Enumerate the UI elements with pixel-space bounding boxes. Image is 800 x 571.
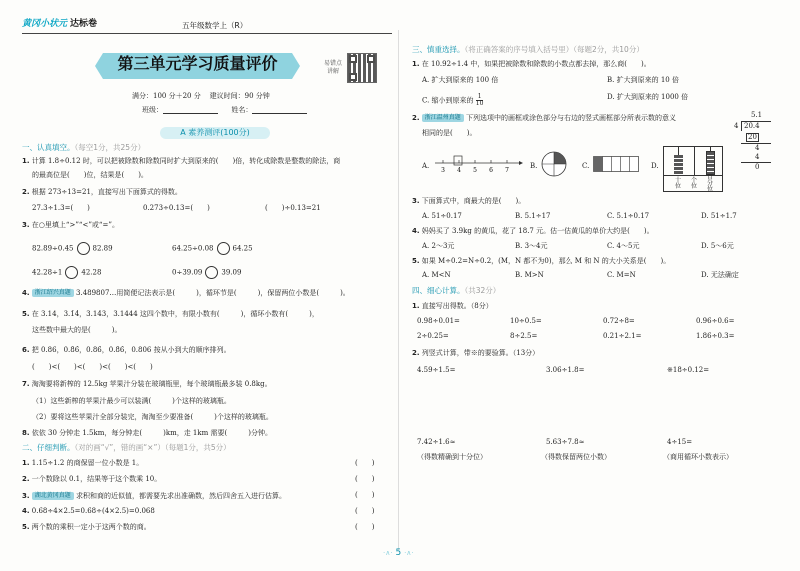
q4-text: 3.489807…用简便记法表示是( )，循环节是( )，保留两位小数是( )。 xyxy=(76,289,350,297)
k2-note: （得数保留两位小数） xyxy=(541,453,611,461)
footer-ornament-right: ·∧· xyxy=(404,549,414,557)
c2-option-c[interactable]: C. xyxy=(582,162,590,170)
c2-text: 下列选项中的画框或涂色部分与右边的竖式画框部分所表示数的意义 xyxy=(466,114,677,122)
j1-num: 1. xyxy=(22,459,30,467)
c5 xyxy=(412,258,670,265)
number-line-label: 3 xyxy=(441,167,445,174)
q3-num: 3. xyxy=(22,221,30,229)
number-line-label: 4 xyxy=(457,167,461,174)
c5-option-c[interactable]: C. M=N xyxy=(607,271,636,279)
c2-option-a[interactable]: A. xyxy=(422,162,430,170)
j2-num: 2. xyxy=(22,475,30,483)
compare-circle[interactable] xyxy=(217,242,230,255)
k1-item[interactable]: 2÷0.25= xyxy=(417,332,449,340)
j3-answer[interactable]: ( ) xyxy=(355,491,375,499)
j2-answer[interactable]: ( ) xyxy=(355,475,375,483)
c4-option-d[interactable]: D. 5～6元 xyxy=(701,242,734,250)
j4 xyxy=(22,508,155,515)
c4-text: 妈妈买了 3.9kg 的黄瓜，花了 18.7 元。估一估黄瓜的单价大约是( )。 xyxy=(421,227,654,235)
c3 xyxy=(412,198,525,205)
section-2-note: （对的画“√”，错的画“×”）（每题1分，共5分） xyxy=(74,443,231,452)
c2-tag: 浙江温州真题 xyxy=(422,114,464,122)
section-3-note: （将正确答案的序号填入括号里）（每题2分，共10分） xyxy=(464,45,644,54)
j5 xyxy=(22,524,151,531)
page-footer xyxy=(383,549,414,558)
k2-item[interactable]: 7.42÷1.6≈ xyxy=(417,438,456,446)
name-field[interactable] xyxy=(252,106,307,114)
qr-code-icon[interactable] xyxy=(347,53,377,83)
q4 xyxy=(22,289,350,297)
section-2-title: 二、仔细判断。 xyxy=(22,443,75,452)
abacus-base xyxy=(664,175,722,176)
k1-item[interactable]: 0.21÷2.1= xyxy=(603,332,642,340)
c2 xyxy=(412,114,676,122)
c3-option-d[interactable]: D. 51÷1.7 xyxy=(701,212,737,220)
k1-item[interactable]: 0.96÷0.6= xyxy=(696,317,735,325)
j1-text: 1.15÷1.2 的商保留一位小数是 1。 xyxy=(31,459,144,467)
j3-text: 求积和商的近似值，都需要先求出准确数，然后四舍五入进行估算。 xyxy=(76,492,287,500)
column-divider xyxy=(398,30,399,550)
q2-a: 27.3÷1.3=( ) xyxy=(32,204,90,212)
c2-option-d[interactable]: D. xyxy=(651,162,659,170)
q2 xyxy=(22,189,182,196)
brand-logo: 黄冈小状元 xyxy=(22,19,68,29)
page-number: 5 xyxy=(395,548,402,558)
j3-num: 3. xyxy=(22,492,30,500)
student-info xyxy=(142,106,307,114)
k2 xyxy=(412,350,539,357)
number-line-label: 7 xyxy=(505,167,509,174)
class-field[interactable] xyxy=(163,106,218,114)
section-2-heading xyxy=(22,444,231,452)
c1-c-text: C. 缩小到原来的 xyxy=(422,96,474,105)
k2-item[interactable]: 4÷15= xyxy=(667,438,693,446)
q3-row1-left xyxy=(32,242,113,255)
time-text: 建议时间：90 分钟 xyxy=(209,92,270,100)
q3-r2b: 42.28 xyxy=(81,268,102,277)
c1-option-b[interactable]: B. 扩大到原来的 10 倍 xyxy=(607,76,679,84)
long-division-figure xyxy=(733,112,783,170)
c1-option-c[interactable] xyxy=(422,94,483,107)
k2-num: 2. xyxy=(412,349,420,357)
q8-text: 依依 30 分钟走 1.5km，每分钟走( )km，走 1km 需要( )分钟。 xyxy=(31,429,272,437)
k2-item[interactable]: 3.06÷1.8= xyxy=(546,366,585,374)
k1-item[interactable]: 10÷0.5= xyxy=(510,317,542,325)
c4-option-a[interactable]: A. 2～3元 xyxy=(422,242,455,250)
k2-item[interactable]: ※18÷0.12= xyxy=(667,366,710,374)
c3-text: 下面算式中，商最大的是( )。 xyxy=(421,197,526,205)
k1 xyxy=(412,303,493,310)
q3-r2c: 0÷39.09 xyxy=(172,268,203,277)
c2-line2: 相同的是( )。 xyxy=(422,129,477,137)
k2-text: 列竖式计算，带※的要验算。（13分） xyxy=(421,349,540,357)
j1 xyxy=(22,460,143,467)
page-title: 第三单元学习质量评价 xyxy=(117,54,278,73)
abacus-beads-boxed xyxy=(706,151,715,175)
k1-item[interactable]: 1.86÷0.3= xyxy=(696,332,735,340)
c1-text: 在 10.92÷1.4 中，如果把被除数和除数的小数点都去掉，那么商( )。 xyxy=(421,60,651,68)
q8-num: 8. xyxy=(22,429,30,437)
q7-s1: （1）这些新榨的苹果汁最少可以装满( )个这样的玻璃瓶。 xyxy=(32,397,231,405)
score-time xyxy=(132,93,270,100)
j3 xyxy=(22,492,286,500)
q5-num: 5. xyxy=(22,310,30,318)
section-4-heading xyxy=(412,287,500,295)
q2-text: 根据 273÷13=21，直接写出下面算式的得数。 xyxy=(31,188,182,196)
q3-row2-left xyxy=(32,266,101,279)
j5-answer[interactable]: ( ) xyxy=(355,523,375,531)
q3-r1c: 64.25÷0.08 xyxy=(172,244,214,253)
c2-option-b[interactable]: B. xyxy=(530,162,538,170)
q6-row: ( )<( )<( )<( )<( ) xyxy=(32,363,153,371)
c1-option-a[interactable]: A. 扩大到原来的 100 倍 xyxy=(422,76,499,84)
k2-note: （得数精确到十分位） xyxy=(417,453,487,461)
div-line4: 0 xyxy=(755,163,760,171)
div-dividend: 20.4 xyxy=(744,122,760,130)
section-a-heading: A 素养测评(100分) xyxy=(160,127,270,139)
c1-fraction xyxy=(476,94,484,107)
j2 xyxy=(22,476,161,483)
section-3-title: 三、慎重选择。 xyxy=(412,45,465,54)
q5-line2: 这些数中最大的是( )。 xyxy=(32,326,122,334)
c5-text: 如果 M÷0.2=N÷0.2，(M，N 都不为0)，那么 M 和 N 的大小关系是( )。 xyxy=(421,257,671,265)
q3-r2a: 42.28÷1 xyxy=(32,268,63,277)
q1 xyxy=(22,158,340,165)
div-line2: 4 xyxy=(755,144,760,152)
number-line-label: 6 xyxy=(489,167,493,174)
q5 xyxy=(22,311,319,318)
q3-row2-right xyxy=(172,266,241,279)
c1-frac-den: 10 xyxy=(475,100,484,107)
grade-label: 五年级数学上（R） xyxy=(182,21,248,30)
c4-num: 4. xyxy=(412,227,420,235)
q3-row1-right xyxy=(172,242,253,255)
c1 xyxy=(412,61,651,68)
c5-option-b[interactable]: B. M>N xyxy=(515,271,544,279)
c5-option-a[interactable]: A. M<N xyxy=(422,271,451,279)
class-label: 班级： xyxy=(142,106,163,114)
k2-item[interactable]: 4.59÷1.5= xyxy=(417,366,456,374)
c1-num: 1. xyxy=(412,60,420,68)
grid-figure xyxy=(593,156,639,172)
brand-subtitle: 达标卷 xyxy=(70,19,98,29)
c4 xyxy=(412,228,654,235)
abacus-beads xyxy=(674,155,683,175)
c1-option-d[interactable]: D. 扩大到原来的 1000 倍 xyxy=(607,93,689,101)
k1-num: 1. xyxy=(412,302,420,310)
j5-text: 两个数的乘积一定小于这两个数的商。 xyxy=(31,523,151,531)
section-1-title: 一、认真填空。 xyxy=(22,143,75,152)
c3-num: 3. xyxy=(412,197,420,205)
q1-num: 1. xyxy=(22,157,30,165)
div-bracket xyxy=(741,121,742,131)
j3-tag: 湖北黄冈真题 xyxy=(32,492,74,500)
section-4-title: 四、细心计算。 xyxy=(412,286,465,295)
q6 xyxy=(22,347,231,354)
compare-circle[interactable] xyxy=(77,242,90,255)
j4-num: 4. xyxy=(22,507,30,515)
name-label: 姓名： xyxy=(231,106,253,114)
c3-option-a[interactable]: A. 51÷0.17 xyxy=(422,212,462,220)
abacus-label-tens: 十位 xyxy=(675,177,682,190)
q4-tag: 浙江绍兴真题 xyxy=(32,289,74,297)
compare-circle[interactable] xyxy=(205,266,218,279)
section-4-note: （共32分） xyxy=(464,286,501,295)
q7 xyxy=(22,381,272,388)
k1-text: 直接写出得数。（8分） xyxy=(421,302,493,310)
q7-text: 淘淘要将新榨的 12.5kg 苹果汁分装在玻璃瓶里，每个玻璃瓶最多装 0.8kg。 xyxy=(31,380,272,388)
q3-r1a: 82.89÷0.45 xyxy=(32,244,74,253)
qr-label: 易错点讲解 xyxy=(323,60,342,75)
q1-line2: 的最高位是( )位，结果是( )。 xyxy=(32,171,148,179)
q3-r1b: 82.89 xyxy=(92,244,113,253)
pie-figure xyxy=(541,151,567,177)
q2-num: 2. xyxy=(22,188,30,196)
compare-circle[interactable] xyxy=(65,266,78,279)
div-line1: 20 xyxy=(748,133,757,141)
j2-text: 一个数除以 0.1，结果等于这个数乘 10。 xyxy=(31,475,162,483)
number-line-label: 5 xyxy=(473,167,477,174)
c4-option-b[interactable]: B. 3～4元 xyxy=(515,242,548,250)
q5-text: 在 3.14，3.1̇4̇，3.14̇3，3.1444 这四个数中，有限小数有( )，循环小数有( )， xyxy=(31,310,319,318)
k2-note: （商用循环小数表示） xyxy=(663,453,733,461)
q6-text: 把 0.86，0.8̇6̇，0.86̇，0.8̇6̇，0.806 按从小到大的顺序排列。 xyxy=(31,346,231,354)
c5-num: 5. xyxy=(412,257,420,265)
header-rule xyxy=(22,33,392,34)
abacus-label-hundredths: 百分位 xyxy=(707,174,714,193)
k2-item[interactable]: 5.63÷7.8≈ xyxy=(546,438,585,446)
j4-text: 0.68÷4×2.5=0.68÷(4×2.5)=0.068 xyxy=(31,507,155,515)
div-divisor: 4 xyxy=(734,122,739,130)
footer-ornament-left: ·∧· xyxy=(383,549,393,557)
k1-item[interactable]: 8÷2.5= xyxy=(510,332,538,340)
number-line-figure xyxy=(433,153,523,175)
c1-frac-num: 1 xyxy=(477,93,482,100)
q7-num: 7. xyxy=(22,380,30,388)
c4-option-c[interactable]: C. 4～5元 xyxy=(607,242,640,250)
q4-num: 4. xyxy=(22,289,30,297)
section-1-note: （每空1分，共25分） xyxy=(74,143,146,152)
j5-num: 5. xyxy=(22,523,30,531)
q2-b: 0.273÷0.13=( ) xyxy=(143,204,210,212)
q3-r2d: 39.09 xyxy=(221,268,242,277)
abacus-rod xyxy=(694,147,695,175)
j1-answer[interactable]: ( ) xyxy=(355,459,375,467)
q6-num: 6. xyxy=(22,346,30,354)
abacus-label-ones: 个位 xyxy=(691,177,698,190)
c3-option-c[interactable]: C. 5.1÷0.17 xyxy=(607,212,650,220)
score-text: 满分：100 分＋20 分 xyxy=(132,92,201,100)
q3-r1d: 64.25 xyxy=(232,244,253,253)
q8 xyxy=(22,430,272,437)
j4-answer[interactable]: ( ) xyxy=(355,507,375,515)
abacus-figure xyxy=(663,146,723,192)
div-quotient: 5.1 xyxy=(751,111,763,119)
c5-option-d[interactable]: D. 无法确定 xyxy=(701,271,739,279)
q3 xyxy=(22,222,119,229)
q2-c: ( )÷0.13=21 xyxy=(265,204,321,212)
q3-text: 在○里填上“>”“<”或“=”。 xyxy=(31,221,119,229)
c2-num: 2. xyxy=(412,114,420,122)
c3-option-b[interactable]: B. 5.1÷17 xyxy=(515,212,551,220)
k1-item[interactable]: 0.98÷0.01= xyxy=(417,317,460,325)
section-3-heading xyxy=(412,46,644,54)
section-1-heading xyxy=(22,144,145,152)
q7-s2: （2）要将这些苹果汁全部分装完，淘淘至少要准备( )个这样的玻璃瓶。 xyxy=(32,413,273,421)
k1-item[interactable]: 0.72÷8= xyxy=(603,317,635,325)
q1-text: 计算 1.8÷0.12 时，可以把被除数和除数同时扩大到原来的( )倍，转化成除数是整数的除法，商 xyxy=(31,157,341,165)
div-line3: 4 xyxy=(755,153,760,161)
